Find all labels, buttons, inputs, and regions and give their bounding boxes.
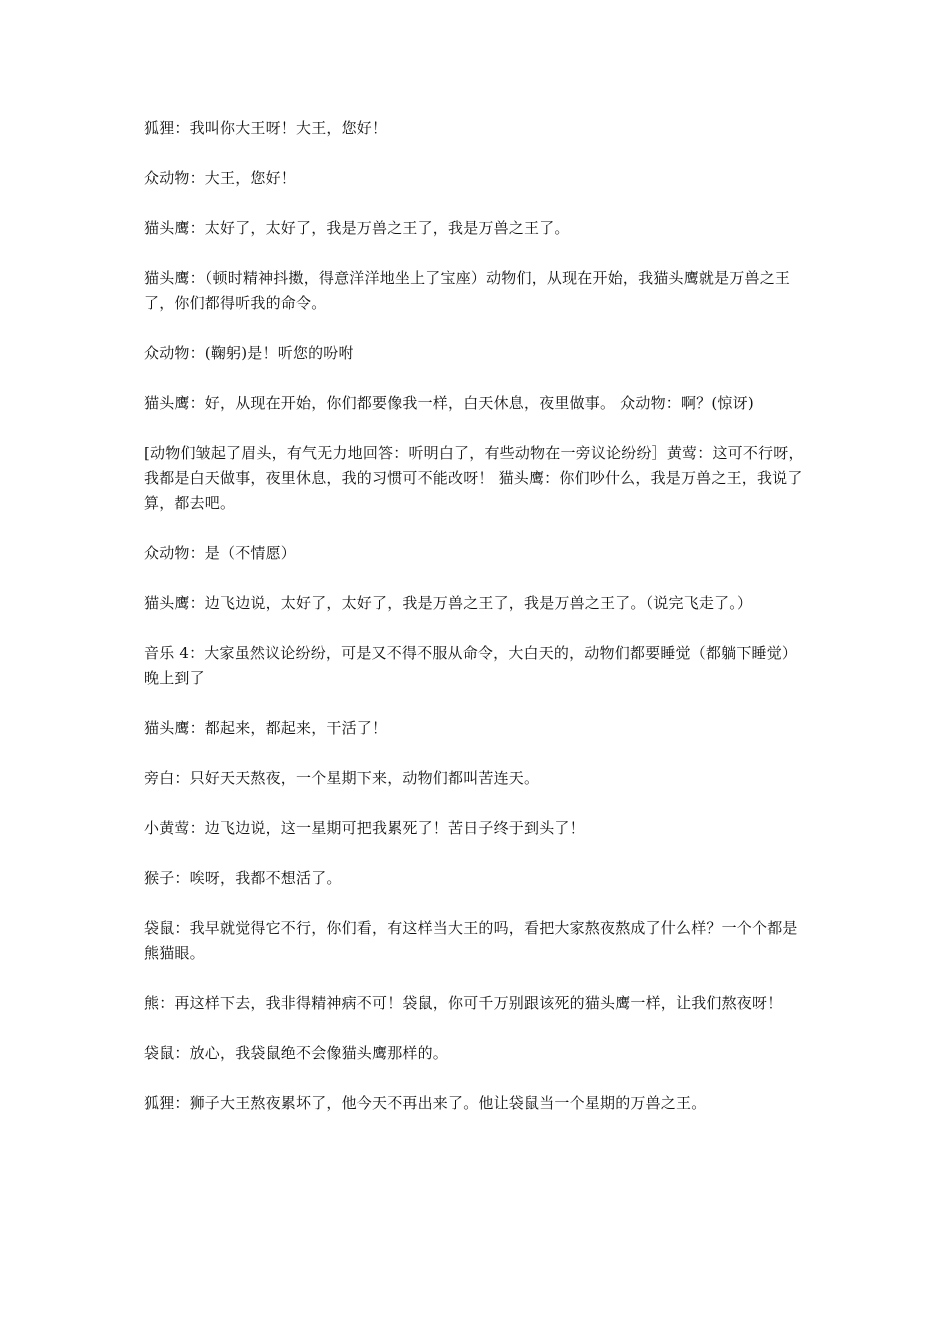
- paragraph: 猫头鹰：好，从现在开始，你们都要像我一样，白天休息，夜里做事。 众动物：啊？(惊讶): [144, 394, 754, 412]
- paragraph: 旁白：只好天天熬夜，一个星期下来，动物们都叫苦连天。: [144, 769, 540, 787]
- paragraph: 狐狸：我叫你大王呀！大王，您好！: [144, 119, 388, 137]
- document-body: [144, 116, 812, 1141]
- paragraph: 音乐 4：大家虽然议论纷纷，可是又不得不服从命令，大白天的，动物们都要睡觉（都躺下睡觉） 晚上到了: [144, 644, 798, 687]
- paragraph: 猫头鹰：太好了，太好了，我是万兽之王了，我是万兽之王了。: [144, 219, 570, 237]
- paragraph: 熊：再这样下去，我非得精神病不可！袋鼠，你可千万别跟该死的猫头鹰一样，让我们熬夜呀！: [144, 994, 783, 1012]
- paragraph: 狐狸：狮子大王熬夜累坏了，他今天不再出来了。他让袋鼠当一个星期的万兽之王。: [144, 1094, 707, 1112]
- paragraph: 袋鼠：我早就觉得它不行，你们看，有这样当大王的吗，看把大家熬夜熬成了什么样？一个个都是熊猫眼。: [144, 919, 798, 962]
- paragraph: 众动物：大王，您好！: [144, 169, 297, 187]
- paragraph: 猫头鹰：（顿时精神抖擞，得意洋洋地坐上了宝座）动物们，从现在开始，我猫头鹰就是万兽之王了，你们都得听我的命令。: [144, 269, 791, 312]
- paragraph: 袋鼠：放心，我袋鼠绝不会像猫头鹰那样的。: [144, 1044, 449, 1062]
- paragraph: [动物们皱起了眉头，有气无力地回答：听明白了，有些动物在一旁议论纷纷］黄莺：这可不行呀，我都是白天做事，夜里休息，我的习惯可不能改呀！ 猫头鹰：你们吵什么，我是万兽之王，我说了算，都去吧。: [144, 444, 804, 512]
- paragraph: 猴子：唉呀，我都不想活了。: [144, 869, 342, 887]
- paragraph: 小黄莺：边飞边说，这一星期可把我累死了！苦日子终于到头了！: [144, 819, 585, 837]
- paragraph: 猫头鹰：都起来，都起来，干活了！: [144, 719, 388, 737]
- paragraph: 猫头鹰：边飞边说，太好了，太好了，我是万兽之王了，我是万兽之王了。（说完飞走了。）: [144, 594, 753, 612]
- paragraph: 众动物：(鞠躬)是！听您的吩咐: [144, 344, 354, 362]
- paragraph: 众动物：是（不情愿）: [144, 544, 297, 562]
